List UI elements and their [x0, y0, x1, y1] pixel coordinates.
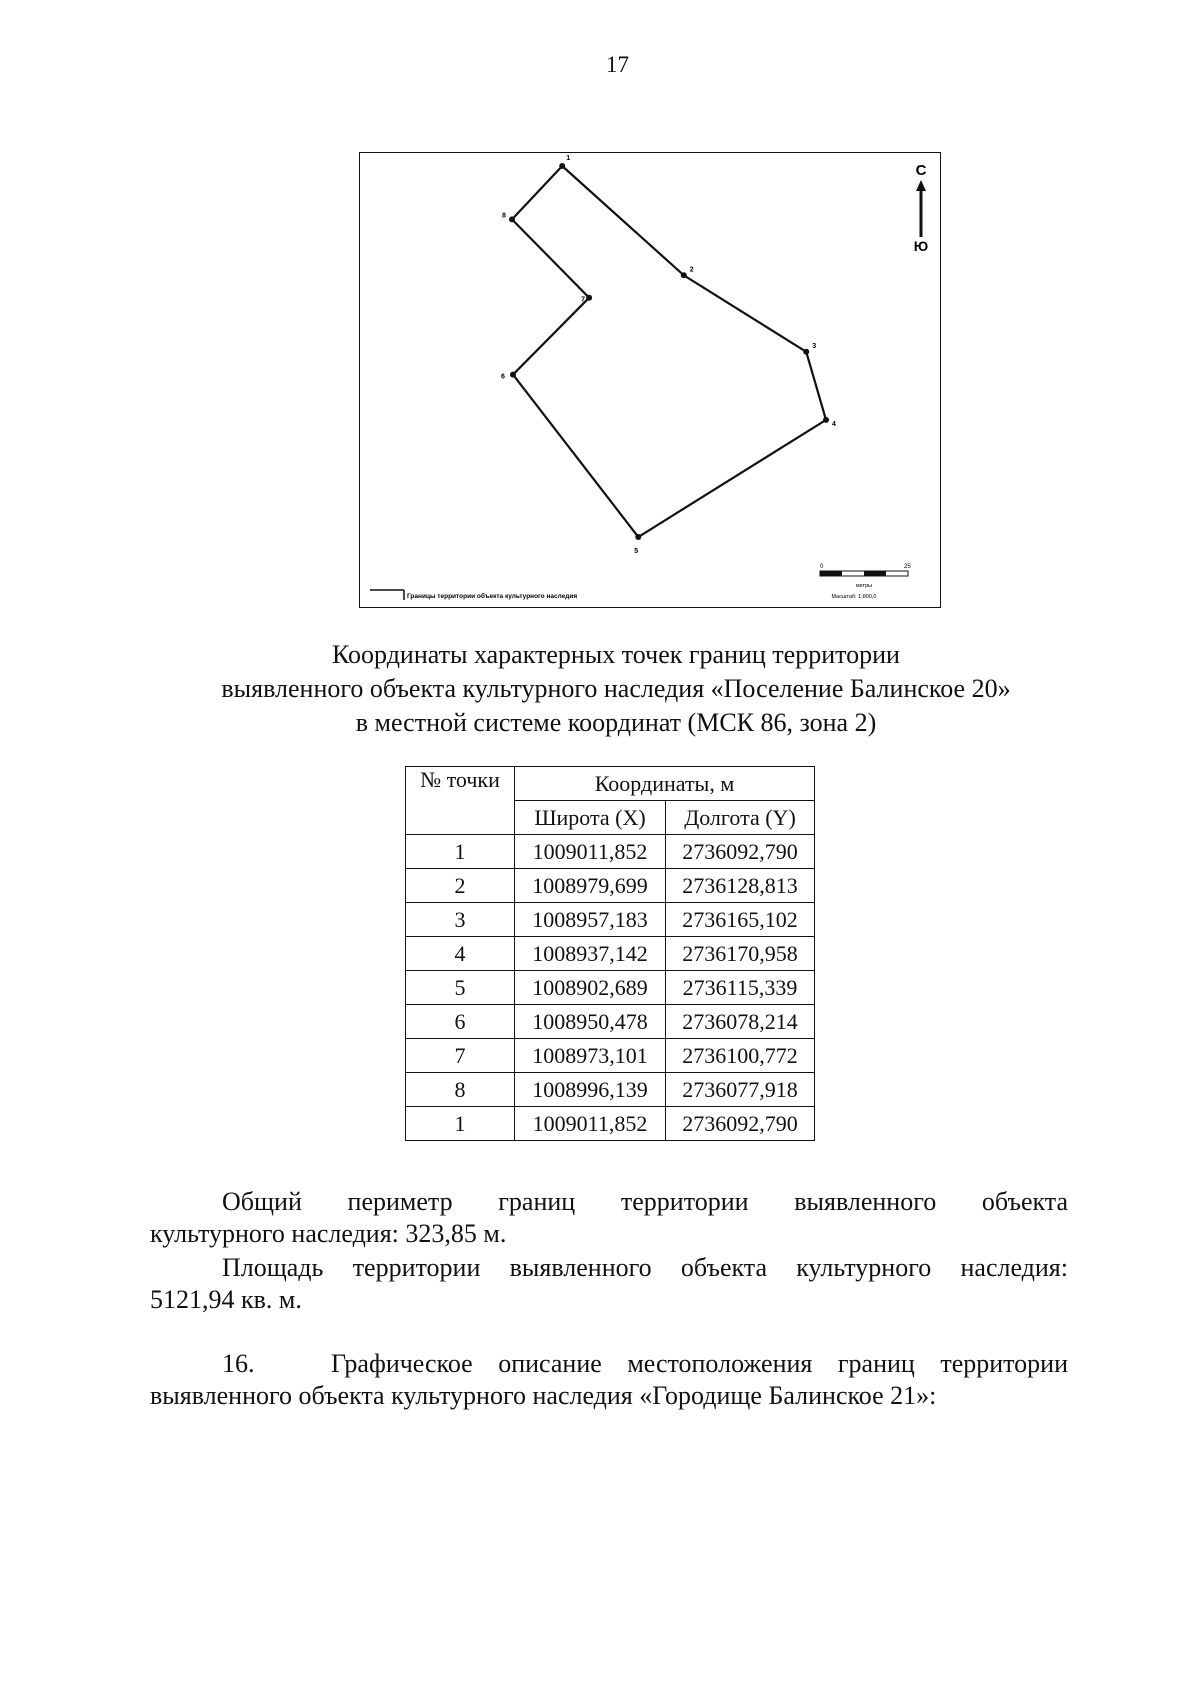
cell-point: 8	[406, 1073, 515, 1107]
cell-point: 6	[406, 1005, 515, 1039]
cell-lon: 2736092,790	[666, 835, 815, 869]
table-row	[406, 1039, 815, 1073]
scale-max: 25	[904, 564, 911, 570]
legend-text: Границы территории объекта культурного наследия	[407, 593, 578, 600]
section-16-line-1: 16. Графическое описание местоположения границ территории	[222, 1349, 1068, 1378]
header-point: № точки	[406, 767, 515, 835]
boundary-point-1	[559, 163, 565, 169]
cell-point: 2	[406, 869, 515, 903]
cell-point: 5	[406, 971, 515, 1005]
cell-lat: 1008950,478	[515, 1005, 666, 1039]
boundary-point-8	[509, 216, 515, 222]
page-number: 17	[606, 52, 629, 77]
cell-lat: 1008957,183	[515, 903, 666, 937]
header-lat: Широта (X)	[515, 801, 666, 835]
boundary-point-7	[586, 295, 592, 301]
boundary-point-label: 8	[502, 212, 506, 220]
table-row	[406, 869, 815, 903]
cell-lat: 1009011,852	[515, 835, 666, 869]
cell-lon: 2736128,813	[666, 869, 815, 903]
header-coords: Координаты, м	[515, 767, 815, 801]
cell-lon: 2736077,918	[666, 1073, 815, 1107]
map-canvas	[360, 153, 942, 609]
cell-point: 3	[406, 903, 515, 937]
boundary-point-5	[635, 534, 641, 540]
header-lon: Долгота (Y)	[666, 801, 815, 835]
table-row	[406, 903, 815, 937]
area-line-2: 5121,94 кв. м.	[150, 1285, 302, 1314]
area-line-1: Площадь территории выявленного объекта культурного наследия:	[222, 1253, 1068, 1282]
boundary-point-label: 6	[500, 373, 505, 381]
cell-lat: 1008902,689	[515, 971, 666, 1005]
cell-lat: 1009011,852	[515, 1107, 666, 1141]
perimeter-line-2: культурного наследия: 323,85 м.	[150, 1219, 507, 1248]
table-row	[406, 937, 815, 971]
compass-north: С	[915, 162, 927, 179]
caption-line-2: выявленного объекта культурного наследия «Поселение Балинское 20»	[221, 674, 1011, 703]
cell-lon: 2736092,790	[666, 1107, 815, 1141]
cell-lon: 2736115,339	[666, 971, 815, 1005]
scale-zero: 0	[820, 564, 824, 570]
cell-point: 1	[406, 835, 515, 869]
cell-lat: 1008937,142	[515, 937, 666, 971]
perimeter-paragraph	[150, 1186, 1068, 1250]
boundary-point-2	[681, 272, 687, 278]
boundary-point-label: 4	[832, 420, 836, 428]
boundary-point-label: 5	[634, 548, 639, 555]
section-16-line-2: выявленного объекта культурного наследия «Городище Балинское 21»:	[150, 1381, 937, 1410]
area-paragraph	[150, 1252, 1068, 1316]
cell-point: 1	[406, 1107, 515, 1141]
cell-lon: 2736165,102	[666, 903, 815, 937]
scale-bar	[820, 564, 911, 600]
north-arrow-icon	[914, 162, 928, 254]
map-legend	[370, 590, 577, 600]
coordinates-table	[405, 766, 815, 1141]
cell-lat: 1008996,139	[515, 1073, 666, 1107]
boundary-point-label: 7	[581, 296, 586, 304]
boundary-map	[359, 152, 941, 608]
perimeter-line-1: Общий периметр границ территории выявленного объекта	[222, 1187, 1068, 1216]
cell-point: 4	[406, 937, 515, 971]
cell-lat: 1008973,101	[515, 1039, 666, 1073]
scale-ratio: Масштаб: 1:800,0	[831, 594, 877, 600]
boundary-point-label: 3	[812, 342, 817, 350]
table-row	[406, 1073, 815, 1107]
table-caption	[150, 638, 1082, 740]
table-row	[406, 1005, 815, 1039]
section-16-paragraph	[150, 1348, 1068, 1412]
cell-lon: 2736078,214	[666, 1005, 815, 1039]
cell-lat: 1008979,699	[515, 869, 666, 903]
cell-lon: 2736100,772	[666, 1039, 815, 1073]
caption-line-1: Координаты характерных точек границ территории	[332, 640, 900, 669]
table-row	[406, 971, 815, 1005]
boundary-point-label: 2	[689, 266, 694, 274]
table-row	[406, 835, 815, 869]
caption-line-3: в местной системе координат (МСК 86, зона 2)	[355, 708, 877, 737]
boundary-point-6	[510, 372, 516, 378]
boundary-point-4	[823, 417, 829, 423]
scale-units: метры	[855, 583, 873, 589]
boundary-point-label: 1	[566, 155, 571, 162]
boundary-points	[501, 155, 836, 555]
cell-point: 7	[406, 1039, 515, 1073]
compass-south: Ю	[913, 238, 929, 254]
table-row	[406, 1107, 815, 1141]
boundary-polygon	[512, 166, 826, 537]
cell-lon: 2736170,958	[666, 937, 815, 971]
boundary-point-3	[803, 349, 809, 355]
